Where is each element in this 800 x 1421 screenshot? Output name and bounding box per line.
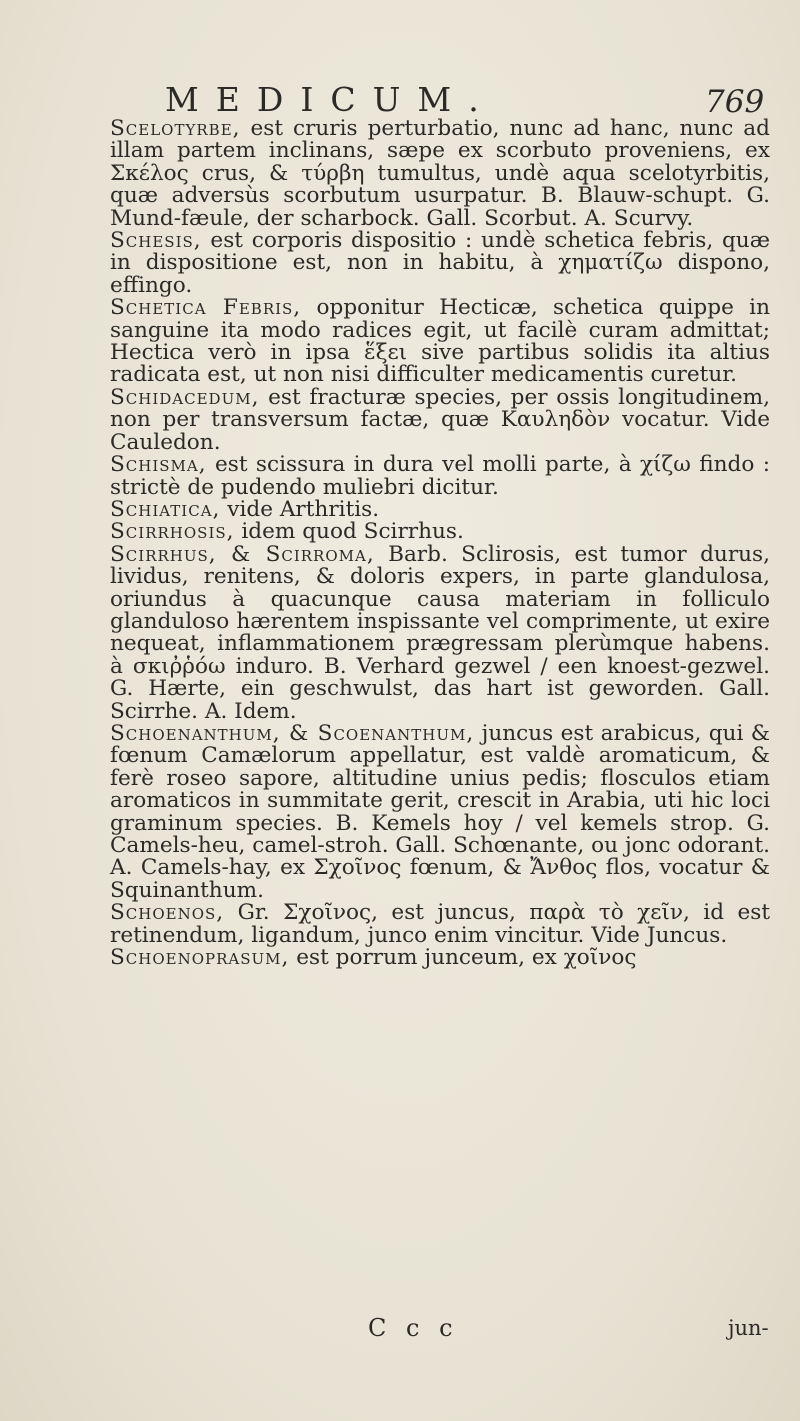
entry-paragraph [110,902,770,947]
entry-text: opponitur Hecticæ, schetica quippe in sanguine ita modo radices egit, ut facilè curam admittat; Hectica verò in ipsa ἕξει sive partibus solidis ita altius radicata est, ut non nisi difficulter medicamentis curetur. [110,295,770,388]
entry-paragraph [110,384,770,455]
entry-paragraph [110,947,770,969]
entry-text: est cruris perturbatio, nunc ad hanc, nunc ad illam partem inclinans, sæpe ex scorbuto proveniens, ex Σκέλος crus, & τύρβη tumultus, undè aqua scelotyrbitis, quæ adversùs scorbutum usurpatur. B. Blauw-schupt. G. Mund-fæule, der scharbock. Gall. Scorbut. A. Scurvy. [110,116,770,231]
entry-paragraph [110,496,770,522]
entry-lemma: Schetica Febris, [110,295,302,321]
entry-lemma: Schoenoprasum, [110,945,290,971]
entry-text: juncus est arabicus, qui & fœnum Camælorum appellatur, est valdè aromaticum, & ferè roseo sapore, altitudine unius pedis; flosculos etiam aromaticos in summitate gerit, crescit in Arabia, uti hic loci graminum species. B. Kemels hoy / vel kemels strop. G. Camels-heu, camel-stroh. Gall. Schœnante, ou jonc odorant. A. Camels-hay, ex Σχοῖνος fœnum, & Ἄνθος flos, vocatur & Squinanthum. [110,720,770,903]
entry-text: est porrum junceum, ex χοῖνος [289,945,637,971]
entry-paragraph [110,720,770,903]
entry-paragraph [110,454,770,499]
entry-text: Gr. Σχοῖνος, est juncus, παρὰ τὸ χεῖν, id est retinendum, ligandum, junco enim vincitur. Vide Juncus. [110,900,770,948]
page-number: 769 [705,84,765,120]
entry-text: Barb. Sclirosis, est tumor durus, lividus, renitens, & doloris expers, in parte glandulosa, oriundus à quacunque causa materiam in folliculo glanduloso hærentem inspissante vel comprimente, ut exire nequeat, inflammationem prægressam plerùmque habens. à σκιῤῥόω induro. B. Verhard gezwel / een knoest-gezwel. G. Hærte, ein geschwulst, das hart ist geworden. Gall. Scirrhe. A. Idem. [110,541,771,724]
entry-lemma: Scirrhus, & Scirroma, [110,541,375,567]
entry-lemma: Schoenos, [110,900,225,926]
entry-lemma: Schidacedum, [110,384,260,410]
entry-lemma: Schesis, [110,228,202,254]
entry-lemma: Schiatica, [110,496,221,522]
entry-text: est fracturæ species, per ossis longitudinem, non per transversum factæ, quæ Καυληδὸν vocatur. Vide Cauledon. [110,384,770,455]
gathering-signature: C c c [368,1314,459,1342]
entry-lemma: Schisma, [110,452,207,478]
entry-paragraph [110,521,770,543]
entry-paragraph [110,230,770,297]
page-header [0,70,800,120]
catchword: jun- [728,1316,769,1340]
dictionary-text [110,118,770,969]
entry-text: est corporis dispositio : undè schetica febris, quæ in dispositione est, non in habitu, à χηματίζω dispono, effingo. [110,228,770,298]
running-title: MEDICUM. [165,80,496,119]
entry-lemma: Scirrhosis, [110,519,235,545]
entry-paragraph [110,297,770,387]
entry-paragraph [110,541,771,724]
entry-paragraph [110,118,770,230]
entry-text: est scissura in dura vel molli parte, à χίζω findo : strictè de pudendo muliebri dicitur. [110,452,770,500]
page-footer [0,1312,800,1342]
entry-lemma: Scelotyrbe, [110,116,241,141]
entry-text: vide Arthritis. [220,496,380,522]
entry-text: idem quod Scirrhus. [234,519,464,545]
entry-lemma: Schoenanthum, & Scoenanthum, [110,720,475,746]
